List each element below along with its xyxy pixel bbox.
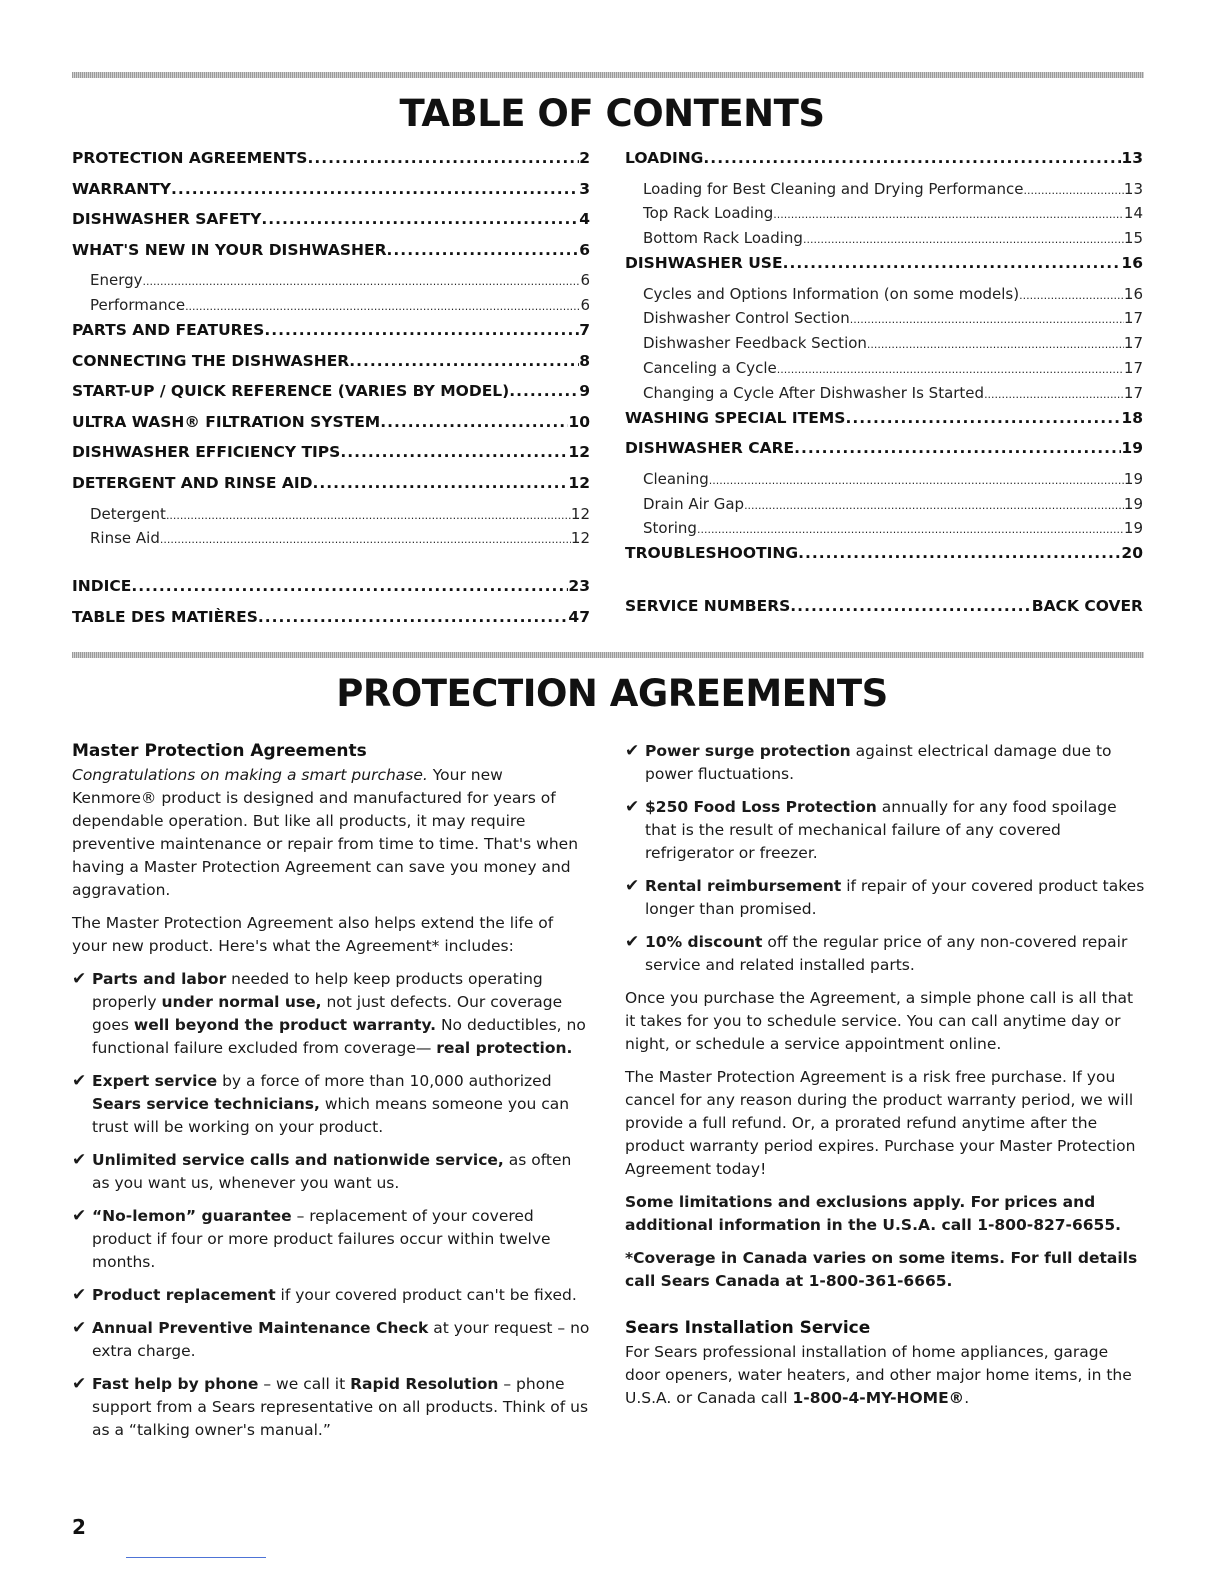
toc-entry-label: Storing [643,519,697,538]
toc-right-column [625,146,1143,615]
benefit-text: against electrical damage due to power fluctuations. [645,742,1112,783]
checkmark-icon: ✔ [625,797,640,817]
benefit-text: not just defects. Our coverage goes [92,993,563,1034]
benefit-text: by a force of more than 10,000 authorized [217,1072,552,1090]
checkmark-icon: ✔ [625,876,640,896]
toc-right-list [625,146,1143,572]
benefit-title: Fast help by phone [92,1375,259,1393]
includes-paragraph: The Master Protection Agreement also helps extend the life of your new product. Here's what the Agreement* includes: [72,914,554,955]
toc-title: TABLE OF CONTENTS [399,92,825,135]
toc-entry-page: 17 [1123,383,1143,402]
toc-entry-page: 8 [579,351,590,370]
toc-leader-dots [777,356,1124,381]
toc-entry[interactable] [625,541,1143,572]
toc-entry[interactable] [72,349,590,380]
toc-entry-label: Performance [90,296,186,315]
toc-entry-page: 19 [1121,439,1143,458]
toc-entry[interactable] [72,526,590,551]
toc-left-list [72,146,590,551]
benefit-title: Product replacement [92,1286,276,1304]
toc-leader-dots [387,238,580,262]
toc-entry[interactable] [72,293,590,318]
toc-entry-label: Bottom Rack Loading [643,229,803,248]
toc-leader-dots [773,201,1124,226]
toc-entry[interactable] [72,238,590,269]
benefit-emphasis: Sears service technicians, [92,1095,320,1113]
toc-entry-page: 6 [579,240,590,259]
benefit-fast-help [72,1373,592,1442]
toc-entry[interactable] [72,605,590,636]
installation-end: . [964,1389,970,1407]
benefit-title: $250 Food Loss Protection [645,798,877,816]
checkmark-icon: ✔ [72,1150,87,1170]
toc-entry-label: WHAT'S NEW IN YOUR DISHWASHER [72,240,387,259]
canada-note: *Coverage in Canada varies on some items. For full details call Sears Canada at 1-800-361-6665. [625,1249,1138,1290]
toc-entry-page: 19 [1123,494,1143,513]
benefit-emphasis: under normal use, [161,993,322,1011]
toc-leader-dots [349,349,579,373]
toc-entry[interactable] [625,381,1143,406]
toc-entry-label: ULTRA WASH® FILTRATION SYSTEM [72,412,381,431]
toc-entry-label: Energy [90,271,143,290]
benefit-expert-service [72,1070,592,1139]
toc-leader-dots [845,406,1121,430]
benefit-text: at your request – no extra charge. [92,1319,590,1360]
toc-entry-page: 7 [579,320,590,339]
toc-entry[interactable] [72,574,590,605]
toc-entry-label: START-UP / QUICK REFERENCE (VARIES BY MODEL) [72,382,510,401]
toc-entry[interactable] [72,207,590,238]
toc-entry[interactable] [625,436,1143,467]
toc-entry-page: 16 [1121,253,1143,272]
benefit-food-loss [625,796,1145,865]
benefit-text: needed to help keep products operating properly [92,970,543,1011]
toc-entry-label: CONNECTING THE DISHWASHER [72,351,350,370]
toc-entry-page: 18 [1121,408,1143,427]
benefit-emphasis: well beyond the product warranty. [133,1016,437,1034]
toc-entry-page: 6 [580,296,590,315]
toc-entry-label: DISHWASHER USE [625,253,783,272]
toc-entry-label: Drain Air Gap [643,494,745,513]
checkmark-icon: ✔ [72,1071,87,1091]
toc-leader-dots [261,207,579,231]
toc-entry-label: SERVICE NUMBERS [625,597,791,615]
toc-entry-label: DETERGENT AND RINSE AID [72,473,313,492]
benefit-text: – phone support from a Sears representative on all products. Think of us as a “talking owner's manual.” [92,1375,589,1439]
toc-entry-label: Changing a Cycle After Dishwasher Is Started [643,383,985,402]
toc-entry-page: 4 [579,210,590,229]
toc-entry-label: Cycles and Options Information (on some models) [643,284,1020,303]
toc-entry[interactable] [625,201,1143,226]
toc-leader-dots [867,331,1124,356]
toc-entry-page: BACK COVER [1031,597,1143,615]
toc-entry-page: 14 [1123,204,1143,223]
toc-entry-label: WARRANTY [72,179,172,198]
benefit-rental-reimbursement [625,875,1145,921]
toc-leader-dots [1019,282,1124,307]
toc-leader-dots [131,574,568,598]
toc-entry[interactable] [625,306,1143,331]
toc-leader-dots [307,146,579,170]
benefit-power-surge [625,740,1145,786]
toc-entry-label: DISHWASHER SAFETY [72,210,262,229]
intro-text: Your new Kenmore® product is designed and manufactured for years of dependable operation. But like all products, it may require preventive maintenance or repair from time to time. That's when having a Master Protection Agreement can save you money and aggravation. [72,766,579,899]
toc-entry-page: 19 [1123,519,1143,538]
installation-heading: Sears Installation Service [625,1318,871,1338]
installation-phone: 1-800-4-MY-HOME® [792,1389,965,1407]
toc-leader-dots [703,146,1121,170]
toc-entry[interactable] [625,282,1143,307]
checkmark-icon: ✔ [625,741,640,761]
toc-leader-dots [794,436,1121,460]
toc-entry-label: Top Rack Loading [643,204,774,223]
toc-leader-dots [171,177,579,201]
benefit-text: if your covered product can't be fixed. [275,1286,577,1304]
benefit-title: Power surge protection [645,742,851,760]
toc-entry-label: Dishwasher Feedback Section [643,334,867,353]
benefit-title: “No-lemon” guarantee [92,1207,292,1225]
protection-left-column [72,740,592,1452]
toc-entry-page: 9 [579,382,590,401]
toc-entry[interactable] [625,516,1143,541]
toc-entry-page: 2 [579,149,590,167]
toc-leader-dots [1023,177,1123,202]
toc-entry[interactable] [72,177,590,208]
toc-entry[interactable] [625,356,1143,381]
toc-leader-dots [313,471,569,495]
toc-entry[interactable] [72,410,590,441]
toc-entry[interactable] [72,471,590,502]
checkmark-icon: ✔ [72,1206,87,1226]
benefit-discount [625,931,1145,977]
toc-entry-label: PROTECTION AGREEMENTS [72,149,308,167]
toc-entry-label: Canceling a Cycle [643,358,777,377]
benefit-unlimited-calls [72,1149,592,1195]
toc-leader-dots [697,516,1124,541]
benefit-text: No deductibles, no functional failure excluded from coverage— [92,1016,586,1057]
toc-entry[interactable] [72,146,590,177]
toc-entry-label: Loading for Best Cleaning and Drying Performance [643,179,1024,198]
toc-entry-page: 17 [1123,358,1143,377]
benefit-parts-labor [72,968,592,1060]
intro-paragraph [72,764,592,902]
benefit-emphasis: real protection. [436,1039,573,1057]
protection-title: PROTECTION AGREEMENTS [336,672,888,715]
checkmark-icon: ✔ [72,969,87,989]
benefit-title: 10% discount [645,933,763,951]
page-number: 2 [72,1515,86,1539]
top-rule [72,72,1144,78]
toc-entry[interactable] [72,379,590,410]
toc-entry-page: 13 [1123,179,1143,198]
protection-right-column [625,740,1145,1420]
intro-italic: Congratulations on making a smart purchase. [72,766,428,784]
toc-entry[interactable] [625,226,1143,251]
benefit-title: Rental reimbursement [645,877,842,895]
benefit-title: Unlimited service calls and nationwide service, [92,1151,504,1169]
toc-entry-page: 23 [568,577,590,595]
toc-entry-page: 16 [1123,284,1143,303]
toc-entry-label: INDICE [72,577,132,595]
toc-left-column [72,146,590,626]
toc-entry-page: 12 [570,504,590,523]
toc-entry-page: 19 [1123,469,1143,488]
toc-leader-dots [166,502,571,527]
toc-entry[interactable] [625,177,1143,202]
benefit-emphasis: Rapid Resolution [350,1375,499,1393]
toc-entry-page: 13 [1121,149,1143,167]
toc-entry-page: 17 [1123,334,1143,353]
toc-entry[interactable] [72,440,590,471]
toc-entry[interactable] [625,331,1143,356]
toc-entry-page: 3 [579,179,590,198]
checkmark-icon: ✔ [72,1374,87,1394]
toc-leader-dots [850,306,1124,331]
benefit-maintenance-check [72,1317,592,1363]
schedule-paragraph: Once you purchase the Agreement, a simple phone call is all that it takes for you to schedule service. You can call anytime day or night, or schedule a service appointment online. [625,989,1134,1053]
installation-paragraph [625,1341,1145,1410]
toc-entry-page: 47 [568,607,590,626]
toc-leader-dots [380,410,568,434]
toc-entry-label: TABLE DES MATIÈRES [72,607,258,626]
toc-entry[interactable] [72,318,590,349]
toc-entry-label: TROUBLESHOOTING [625,544,799,563]
toc-leader-dots [709,467,1124,492]
benefit-text: annually for any food spoilage that is the result of mechanical failure of any covered refrigerator or freezer. [645,798,1117,862]
toc-entry-page: 6 [580,271,590,290]
toc-entry-label: Cleaning [643,469,709,488]
toc-leader-dots [143,268,581,293]
checkmark-icon: ✔ [72,1285,87,1305]
toc-leader-dots [340,440,568,464]
toc-entry-page: 17 [1123,309,1143,328]
toc-leader-dots [160,526,571,551]
footer-link-line [126,1557,266,1558]
toc-entry-label: Detergent [90,504,166,523]
benefit-text: – we call it [258,1375,351,1393]
toc-leader-dots [744,492,1124,517]
benefit-no-lemon [72,1205,592,1274]
benefit-text: off the regular price of any non-covered repair service and related installed parts. [645,933,1128,974]
benefit-text: which means someone you can trust will be working on your product. [92,1095,570,1136]
middle-rule [72,652,1144,658]
toc-leader-dots [790,594,1031,618]
toc-entry[interactable] [72,268,590,293]
benefit-title: Parts and labor [92,970,227,988]
toc-entry-label: WASHING SPECIAL ITEMS [625,408,846,427]
installation-text: For Sears professional installation of home appliances, garage door openers, water heaters, and other major home items, in the U.S.A. or Canada call [625,1343,1132,1407]
toc-entry-page: 12 [570,529,590,548]
toc-entry-label: Dishwasher Control Section [643,309,850,328]
toc-right-extra-list [625,594,1143,625]
benefit-text: if repair of your covered product takes longer than promised. [645,877,1145,918]
risk-free-paragraph: The Master Protection Agreement is a risk free purchase. If you cancel for any reason during the product warranty period, we will provide a full refund. Or, a prorated refund anytime after the product warranty period expires. Purchase your Master Protection Agreement today! [625,1068,1136,1178]
toc-entry[interactable] [625,492,1143,517]
limitations-note: Some limitations and exclusions apply. For prices and additional information in the U.S.A. call 1-800-827-6655. [625,1193,1122,1234]
checkmark-icon: ✔ [625,932,640,952]
master-heading: Master Protection Agreements [72,741,367,761]
toc-left-extra-list [72,574,590,635]
toc-leader-dots [509,379,579,403]
toc-leader-dots [803,226,1124,251]
toc-entry[interactable] [625,251,1143,282]
toc-entry-label: LOADING [625,149,704,167]
toc-entry[interactable] [625,146,1143,177]
toc-entry-page: 15 [1123,229,1143,248]
toc-entry[interactable] [625,406,1143,437]
benefit-text: – replacement of your covered product if four or more product failures occur within twelve months. [92,1207,551,1271]
toc-entry[interactable] [625,594,1143,625]
toc-entry-page: 12 [568,443,590,462]
toc-entry-label: PARTS AND FEATURES [72,320,265,339]
toc-entry-page: 12 [568,473,590,492]
toc-entry-label: DISHWASHER EFFICIENCY TIPS [72,443,341,462]
toc-leader-dots [258,605,569,629]
toc-entry-page: 20 [1121,544,1143,563]
benefit-title: Annual Preventive Maintenance Check [92,1319,429,1337]
toc-leader-dots [984,381,1124,406]
benefit-title: Expert service [92,1072,218,1090]
toc-entry-label: DISHWASHER CARE [625,439,795,458]
toc-leader-dots [264,318,579,342]
toc-leader-dots [798,541,1121,565]
benefit-text: as often as you want us, whenever you want us. [92,1151,572,1192]
toc-leader-dots [185,293,580,318]
toc-entry-label: Rinse Aid [90,529,160,548]
checkmark-icon: ✔ [72,1318,87,1338]
toc-entry[interactable] [72,502,590,527]
benefit-product-replacement [72,1284,592,1307]
toc-entry-page: 10 [568,412,590,431]
toc-leader-dots [783,251,1122,275]
toc-entry[interactable] [625,467,1143,492]
